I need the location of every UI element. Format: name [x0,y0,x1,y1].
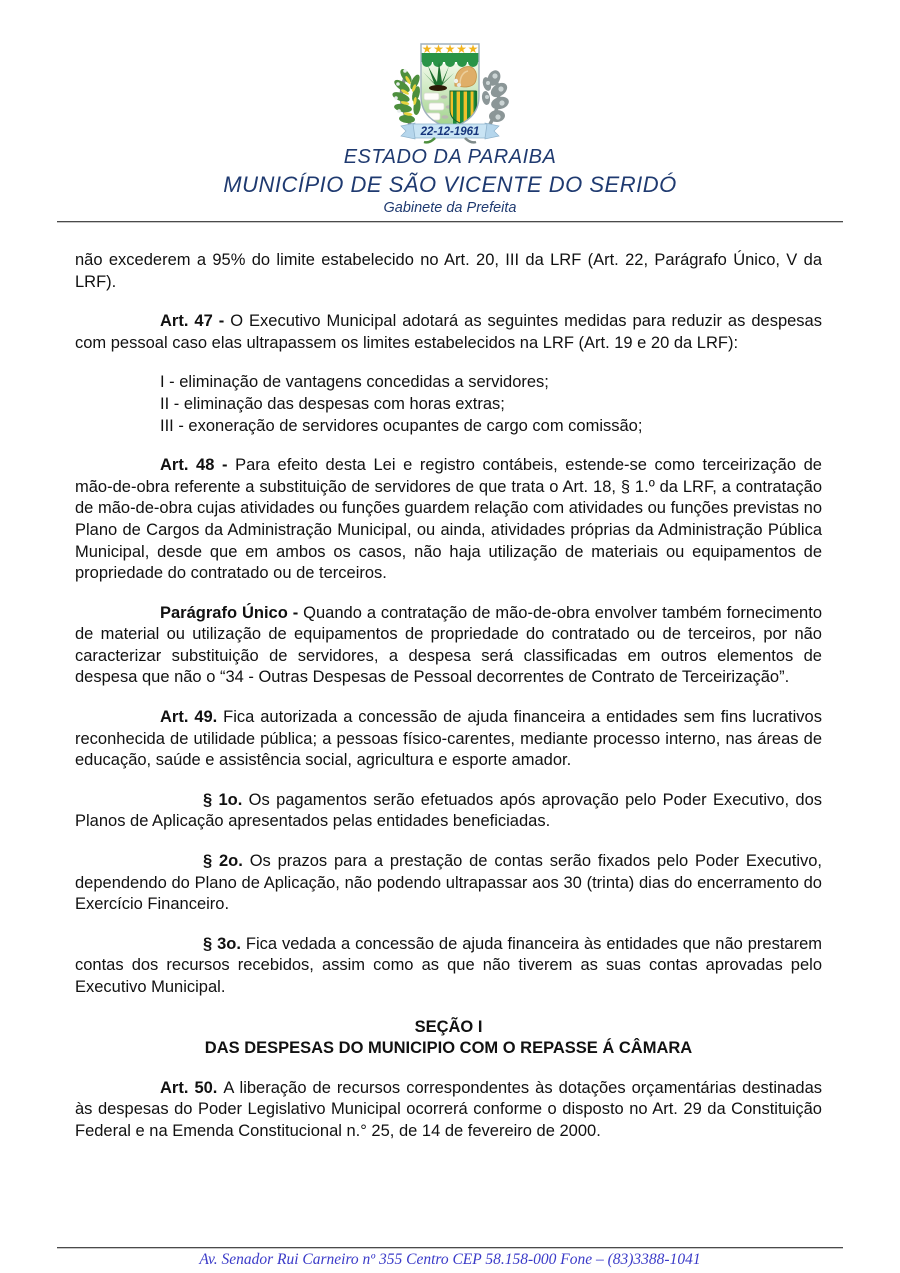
date-ribbon [401,123,499,142]
paragraph-art-47 [75,311,822,354]
header-office-name: Gabinete da Prefeita [383,200,517,217]
paragraph-text: A liberação de recursos correspondentes às dotações orçamentárias destinadas às despesas do Poder Legislativo Municipal ocorrerá conforme o disposto no Art. 29 da Constituição Federal e na Emenda Constitucional n.° 25, de 14 de fevereiro de 2000. [75,1078,822,1140]
section-heading-line2: DAS DESPESAS DO MUNICIPIO COM O REPASSE Á CÂMARA [204,1039,693,1058]
footer-address: Av. Senador Rui Carneiro nº 355 Centro CEP 58.158-000 Fone – (83)3388-1041 [199,1251,701,1268]
footer-divider [57,1247,843,1249]
svg-text:★: ★ [444,42,456,56]
document-body [75,250,822,1143]
paragraph-text: Fica vedada a concessão de ajuda financeira às entidades que não prestarem contas dos recursos recebidos, assim como as que não tiverem as suas contas aprovadas pelo Executivo Municipal. [75,934,822,996]
paragraph-2o [75,851,822,916]
header-municipality-name: MUNICÍPIO DE SÃO VICENTE DO SERIDÓ [223,172,677,197]
article-label: Art. 50. [160,1078,224,1097]
paragraph-3o [75,934,822,999]
paragraph-paragrafo-unico [75,603,822,689]
svg-text:★: ★ [433,42,444,56]
crest-container [0,40,900,144]
header-state-name: ESTADO DA PARAIBA [343,146,557,168]
svg-text:★: ★ [421,42,433,56]
paragraph-art-49 [75,707,822,772]
paragraph-text: não excederem a 95% do limite estabelecido no Art. 20, III da LRF (Art. 22, Parágrafo Único, V da LRF). [75,250,822,291]
crest-date-text: 22-12-1961 [420,126,480,138]
left-branch-ornament [391,67,421,132]
municipal-coat-of-arms-icon [375,40,525,144]
paragraph-text: Fica autorizada a concessão de ajuda financeira a entidades sem fins lucrativos reconhecida de utilidade pública; a pessoas físico-carentes, mediante processo interno, nas áreas de educação, saúde e assistência social, agricultura e esporte amador. [75,708,822,770]
section-heading [75,1017,822,1060]
paragraph-continuation [75,250,822,293]
list-item-i: I - eliminação de vantagens concedidas a servidores; [160,373,549,392]
header-divider [57,221,843,223]
incisos-list [75,372,822,437]
paragraph-1o [75,790,822,833]
article-label: Art. 47 - [160,312,231,331]
article-label: § 2o. [203,852,250,871]
article-label: § 1o. [203,790,249,809]
section-heading-line1: SEÇÃO I [414,1017,483,1036]
paragraph-text: Os pagamentos serão efetuados após aprovação pelo Poder Executivo, dos Planos de Aplicação apresentados pelas entidades beneficiadas. [75,790,822,831]
article-label: Parágrafo Único - [160,603,304,622]
svg-text:★: ★ [467,42,479,56]
page-footer [0,1247,900,1273]
right-branch-ornament [481,68,510,132]
paragraph-text: Para efeito desta Lei e registro contábeis, estende-se como terceirização de mão-de-obra referente a substituição de servidores de que trata o Art. 18, § 1.º da LRF, a contratação de mão-de-obra cujas atividades ou funções guardem relação com atividades ou funções previstas no Plano de Cargos da Administração Municipal, ou ainda, atividades próprias da Administração Pública Municipal, desde que em ambos os casos, não haja utilização de materiais ou equipamentos de propriedade do contratado ou de terceiros. [75,456,822,583]
paragraph-art-48 [75,455,822,585]
paragraph-text: Quando a contratação de mão-de-obra envolver também fornecimento de material ou utilização de equipamentos de propriedade do contratado ou de terceiros, por não caracterizar substituição de servidores, a despesa será classificadas em outros elementos de despesa que não o “34 - Outras Despesas de Pessoal decorrentes de Contrato de Terceirização”. [75,603,822,687]
article-label: § 3o. [203,934,246,953]
paragraph-text: O Executivo Municipal adotará as seguintes medidas para reduzir as despesas com pessoal caso elas ultrapassem os limites estabelecidos na LRF (Art. 19 e 20 da LRF): [75,312,822,352]
svg-text:★: ★ [456,42,467,56]
shield [421,42,479,128]
article-label: Art. 48 - [160,456,236,475]
list-item-iii: III - exoneração de servidores ocupantes de cargo com comissão; [160,416,643,435]
paragraph-art-50 [75,1078,822,1143]
article-label: Art. 49. [160,708,224,727]
paragraph-text: Os prazos para a prestação de contas serão fixados pelo Poder Executivo, dependendo do Plano de Aplicação, não podendo ultrapassar aos 30 (trinta) dias do encerramento do Exercício Financeiro. [75,852,822,914]
list-item-ii: II - eliminação das despesas com horas extras; [160,394,505,413]
page-header [0,0,900,223]
